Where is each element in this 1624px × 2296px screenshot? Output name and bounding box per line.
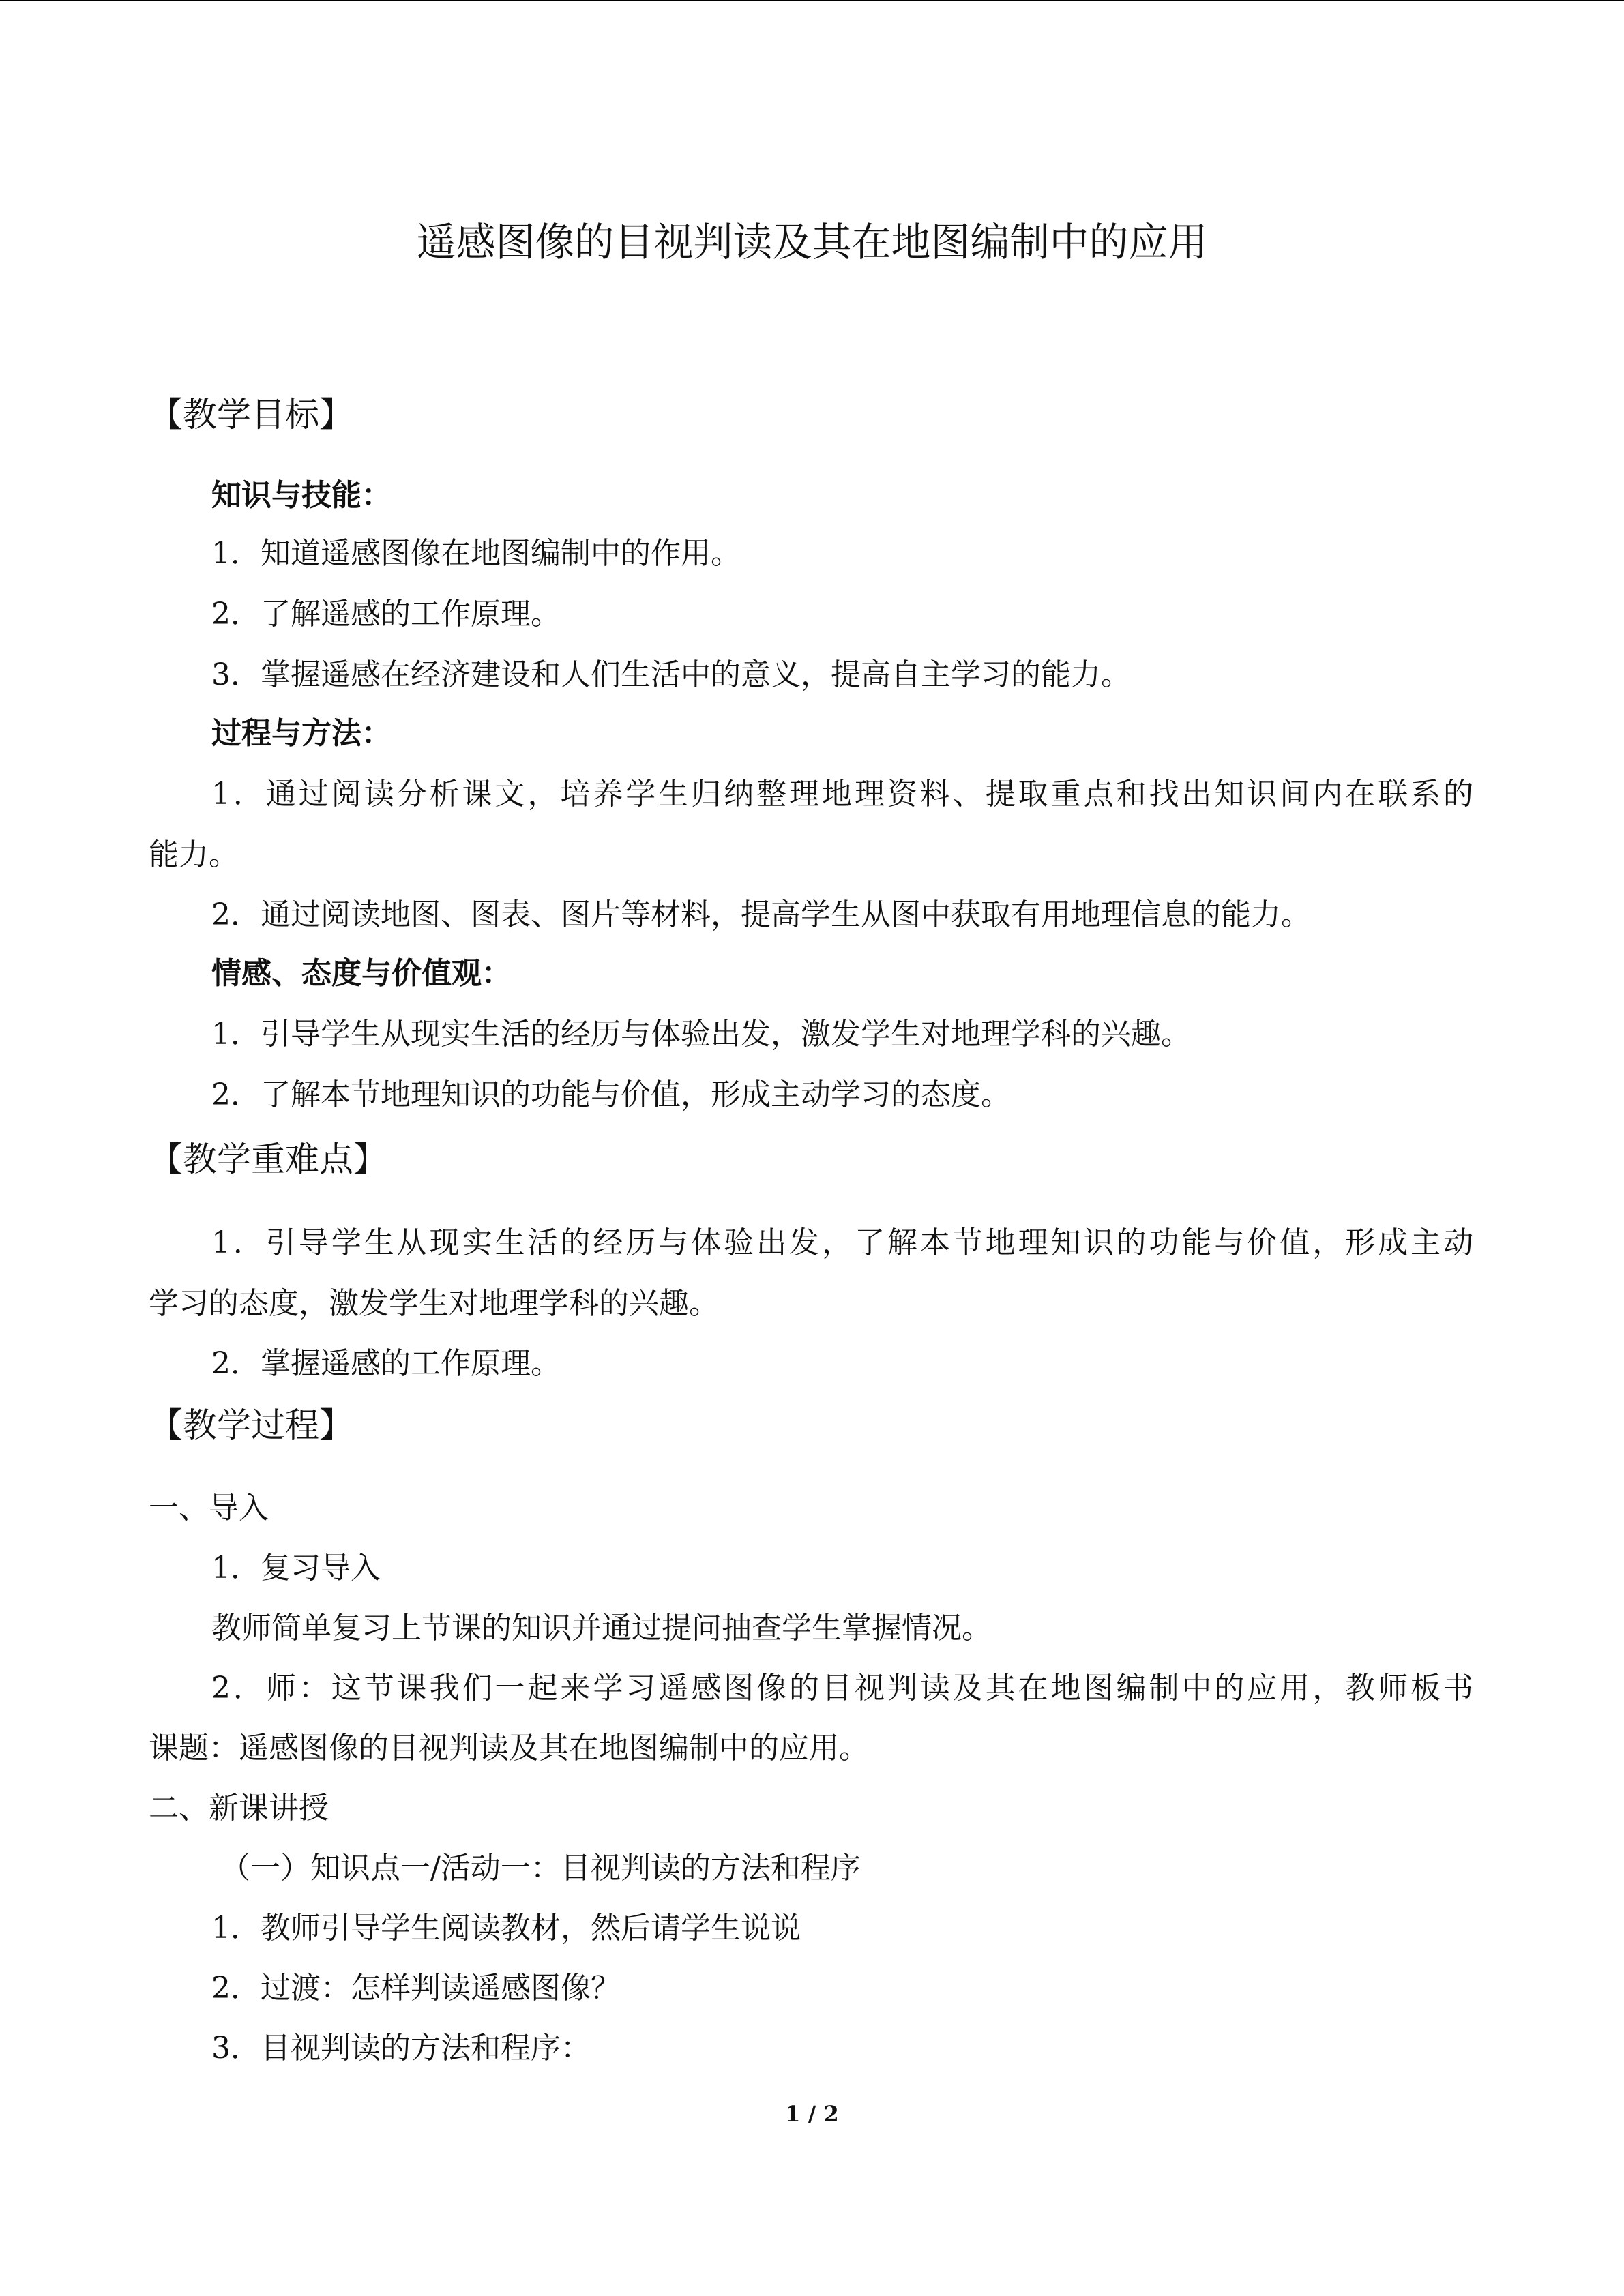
subheading-emotion: 情感、态度与价值观：: [211, 956, 512, 991]
emotion-item-2: 2．了解本节地理知识的功能与价值，形成主动学习的态度。: [211, 1077, 1011, 1112]
new-lesson-title: 二、新课讲授: [149, 1791, 329, 1825]
emotion-item-1: 1．引导学生从现实生活的经历与体验出发，激发学生对地理学科的兴趣。: [211, 1017, 1191, 1052]
intro-step-1: 1．复习导入: [211, 1551, 381, 1585]
knowledge-item-2: 2．了解遥感的工作原理。: [211, 597, 561, 631]
heading-key-points: 【教学重难点】: [149, 1139, 387, 1179]
key-point-2: 2．掌握遥感的工作原理。: [211, 1346, 561, 1381]
heading-process: 【教学过程】: [149, 1405, 353, 1445]
point-1-item-2: 2．过渡：怎样判读遥感图像？: [211, 1971, 621, 2006]
heading-objectives: 【教学目标】: [149, 395, 353, 434]
intro-step-2-line-2: 课题：遥感图像的目视判读及其在地图编制中的应用。: [149, 1731, 869, 1765]
page-title: 遥感图像的目视判读及其在地图编制中的应用: [416, 219, 1208, 265]
subheading-process: 过程与方法：: [211, 716, 392, 751]
key-point-1-line-1: 1．引导学生从现实生活的经历与体验出发，了解本节地理知识的功能与价值，形成主动: [211, 1225, 1473, 1260]
intro-title: 一、导入: [149, 1491, 269, 1525]
knowledge-item-1: 1．知道遥感图像在地图编制中的作用。: [211, 536, 741, 571]
intro-step-1-text: 教师简单复习上节课的知识并通过提问抽查学生掌握情况。: [211, 1611, 992, 1645]
point-1-item-1: 1．教师引导学生阅读教材，然后请学生说说: [211, 1911, 801, 1945]
point-1-item-3: 3．目视判读的方法和程序：: [211, 2031, 591, 2066]
process-item-1-line-2: 能力。: [149, 837, 239, 872]
subheading-knowledge: 知识与技能：: [211, 478, 392, 513]
process-item-2: 2．通过阅读地图、图表、图片等材料，提高学生从图中获取有用地理信息的能力。: [211, 897, 1311, 932]
page-number: 1 / 2: [785, 2101, 839, 2127]
knowledge-item-3: 3．掌握遥感在经济建设和人们生活中的意义，提高自主学习的能力。: [211, 657, 1131, 692]
process-item-1-line-1: 1．通过阅读分析课文，培养学生归纳整理地理资料、提取重点和找出知识间内在联系的: [211, 777, 1473, 811]
intro-step-2-line-1: 2．师：这节课我们一起来学习遥感图像的目视判读及其在地图编制中的应用，教师板书: [211, 1671, 1473, 1705]
key-point-1-line-2: 学习的态度，激发学生对地理学科的兴趣。: [149, 1286, 719, 1321]
point-1-title: （一）知识点一/活动一：目视判读的方法和程序: [220, 1851, 861, 1885]
